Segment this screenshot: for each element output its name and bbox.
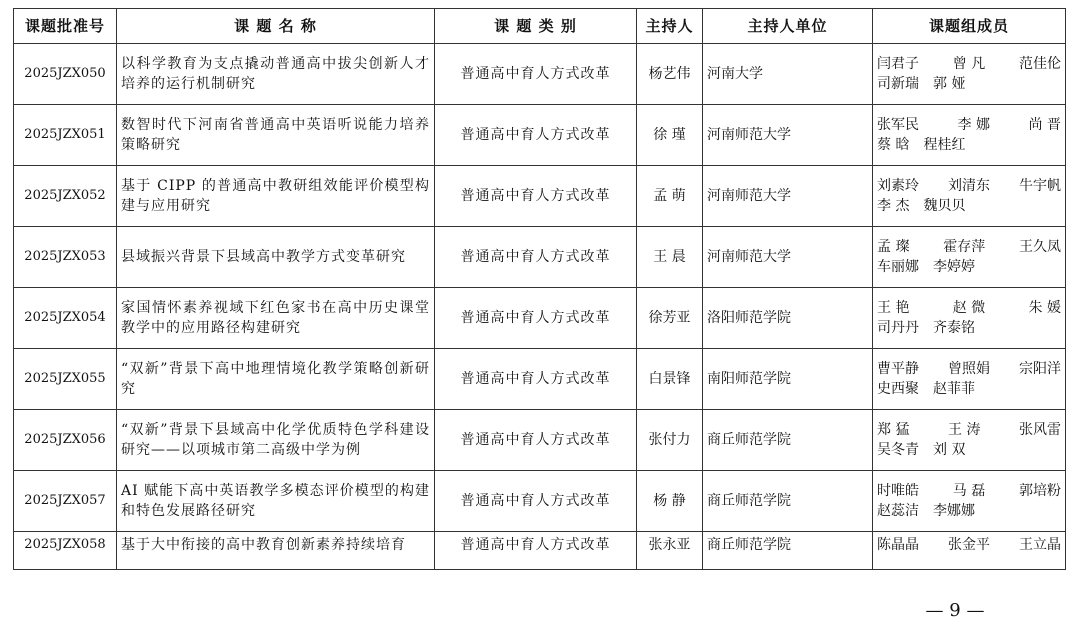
member-name: 朱 媛 xyxy=(1028,300,1061,316)
member-name: 王 涛 xyxy=(948,422,981,438)
members-cell xyxy=(873,166,1066,227)
member-name: 蔡 晗 xyxy=(877,137,910,153)
project-category-cell: 普通高中育人方式改革 xyxy=(435,44,637,105)
member-name: 孟 璨 xyxy=(877,239,910,255)
project-number-cell: 2025JZX057 xyxy=(14,471,117,532)
header-num: 课题批准号 xyxy=(14,9,117,44)
project-host-cell: 杨艺伟 xyxy=(637,44,703,105)
members-line xyxy=(877,318,1061,338)
members-cell xyxy=(873,105,1066,166)
member-name: 曹平静 xyxy=(877,361,919,377)
member-name: 史西聚 xyxy=(877,381,919,397)
project-number-cell: 2025JZX056 xyxy=(14,410,117,471)
table-row xyxy=(14,349,1066,410)
table-header-row xyxy=(14,9,1066,44)
member-name: 张军民 xyxy=(877,117,919,133)
project-category-cell: 普通高中育人方式改革 xyxy=(435,166,637,227)
table-row xyxy=(14,471,1066,532)
members-line xyxy=(877,481,1061,501)
member-name: 牛宇帆 xyxy=(1019,178,1061,194)
project-host-cell: 徐 瑾 xyxy=(637,105,703,166)
project-host-cell: 徐芳亚 xyxy=(637,288,703,349)
member-name: 马 磊 xyxy=(952,483,986,499)
members-cell xyxy=(873,349,1066,410)
members-line xyxy=(877,135,1061,155)
members-cell xyxy=(873,471,1066,532)
project-number-cell: 2025JZX053 xyxy=(14,227,117,288)
members-cell xyxy=(873,532,1066,570)
project-title-cell: 数智时代下河南省普通高中英语听说能力培养策略研究 xyxy=(117,105,435,166)
host-unit-cell: 南阳师范学院 xyxy=(703,349,873,410)
members-line xyxy=(877,115,1061,135)
host-unit-cell: 洛阳师范学院 xyxy=(703,288,873,349)
members-line xyxy=(877,237,1061,257)
project-title-cell: 县域振兴背景下县域高中教学方式变革研究 xyxy=(117,227,435,288)
members-line xyxy=(877,501,1061,521)
member-name: 尚 晋 xyxy=(1028,117,1061,133)
project-number-cell: 2025JZX058 xyxy=(14,532,117,570)
project-title-cell: 基于 CIPP 的普通高中教研组效能评价模型构建与应用研究 xyxy=(117,166,435,227)
project-number-cell: 2025JZX050 xyxy=(14,44,117,105)
member-name: 宗阳洋 xyxy=(1019,361,1061,377)
project-category-cell: 普通高中育人方式改革 xyxy=(435,288,637,349)
header-unit: 主持人单位 xyxy=(703,9,873,44)
member-name: 司丹丹 xyxy=(877,320,919,336)
page-number: — 9 — xyxy=(925,600,985,621)
project-category-cell: 普通高中育人方式改革 xyxy=(435,410,637,471)
table-row xyxy=(14,288,1066,349)
member-name: 霍存萍 xyxy=(943,239,986,255)
member-name: 李娜娜 xyxy=(933,503,975,519)
members-line xyxy=(877,196,1061,216)
members-line xyxy=(877,176,1061,196)
member-name: 刘素玲 xyxy=(877,178,919,194)
member-name: 陈晶晶 xyxy=(877,537,919,553)
member-name: 王 艳 xyxy=(877,300,910,316)
member-name: 吴冬青 xyxy=(877,442,919,458)
host-unit-cell: 河南师范大学 xyxy=(703,227,873,288)
member-name: 程桂红 xyxy=(923,137,966,153)
project-title-cell: “双新”背景下县域高中化学优质特色学科建设研究——以项城市第二高级中学为例 xyxy=(117,410,435,471)
header-name: 课 题 名 称 xyxy=(117,9,435,44)
member-name: 赵蕊洁 xyxy=(877,503,919,519)
host-unit-cell: 河南师范大学 xyxy=(703,105,873,166)
member-name: 李 娜 xyxy=(957,117,990,133)
header-host: 主持人 xyxy=(637,9,703,44)
member-name: 闫君子 xyxy=(877,56,919,72)
member-name: 车丽娜 xyxy=(877,259,919,275)
member-name: 郑 猛 xyxy=(877,422,910,438)
table-row xyxy=(14,105,1066,166)
member-name: 张风雷 xyxy=(1019,422,1061,438)
member-name: 赵 微 xyxy=(952,300,986,316)
member-name: 郭 娅 xyxy=(933,76,966,92)
project-table xyxy=(13,8,1066,570)
member-name: 范佳伦 xyxy=(1018,56,1061,72)
member-name: 郭培粉 xyxy=(1018,483,1061,499)
members-line xyxy=(877,298,1061,318)
table-row xyxy=(14,532,1066,570)
host-unit-cell: 商丘师范学院 xyxy=(703,410,873,471)
project-category-cell: 普通高中育人方式改革 xyxy=(435,227,637,288)
project-host-cell: 张付力 xyxy=(637,410,703,471)
table-body xyxy=(14,44,1066,570)
members-line xyxy=(877,257,1061,277)
project-number-cell: 2025JZX054 xyxy=(14,288,117,349)
project-category-cell: 普通高中育人方式改革 xyxy=(435,471,637,532)
header-category: 课 题 类 别 xyxy=(435,9,637,44)
member-name: 张金平 xyxy=(948,537,990,553)
table-row xyxy=(14,410,1066,471)
member-name: 王立晶 xyxy=(1019,537,1061,553)
member-name: 李婷婷 xyxy=(933,259,975,275)
project-category-cell: 普通高中育人方式改革 xyxy=(435,532,637,570)
members-cell xyxy=(873,44,1066,105)
host-unit-cell: 河南大学 xyxy=(703,44,873,105)
member-name: 李 杰 xyxy=(877,198,910,214)
member-name: 曾照娟 xyxy=(948,361,990,377)
member-name: 王久凤 xyxy=(1018,239,1061,255)
project-category-cell: 普通高中育人方式改革 xyxy=(435,105,637,166)
member-name: 刘清东 xyxy=(948,178,990,194)
members-line xyxy=(877,379,1061,399)
members-cell xyxy=(873,288,1066,349)
host-unit-cell: 商丘师范学院 xyxy=(703,532,873,570)
members-line xyxy=(877,535,1061,555)
project-number-cell: 2025JZX051 xyxy=(14,105,117,166)
project-host-cell: 白景锋 xyxy=(637,349,703,410)
members-cell xyxy=(873,410,1066,471)
member-name: 魏贝贝 xyxy=(923,198,966,214)
member-name: 刘 双 xyxy=(933,442,966,458)
project-host-cell: 张永亚 xyxy=(637,532,703,570)
table-row xyxy=(14,166,1066,227)
members-line xyxy=(877,359,1061,379)
members-cell xyxy=(873,227,1066,288)
table-row xyxy=(14,44,1066,105)
members-line xyxy=(877,74,1061,94)
project-number-cell: 2025JZX052 xyxy=(14,166,117,227)
member-name: 曾 凡 xyxy=(952,56,986,72)
project-host-cell: 孟 萌 xyxy=(637,166,703,227)
header-members: 课题组成员 xyxy=(873,9,1066,44)
member-name: 时唯皓 xyxy=(877,483,919,499)
project-title-cell: “双新”背景下高中地理情境化教学策略创新研究 xyxy=(117,349,435,410)
project-host-cell: 杨 静 xyxy=(637,471,703,532)
host-unit-cell: 河南师范大学 xyxy=(703,166,873,227)
project-category-cell: 普通高中育人方式改革 xyxy=(435,349,637,410)
project-title-cell: 家国情怀素养视域下红色家书在高中历史课堂教学中的应用路径构建研究 xyxy=(117,288,435,349)
project-title-cell: 以科学教育为支点撬动普通高中拔尖创新人才培养的运行机制研究 xyxy=(117,44,435,105)
member-name: 齐泰铭 xyxy=(933,320,975,336)
member-name: 赵菲菲 xyxy=(933,381,975,397)
members-line xyxy=(877,54,1061,74)
table-row xyxy=(14,227,1066,288)
host-unit-cell: 商丘师范学院 xyxy=(703,471,873,532)
member-name: 司新瑞 xyxy=(877,76,919,92)
project-title-cell: 基于大中衔接的高中教育创新素养持续培育 xyxy=(117,532,435,570)
members-line xyxy=(877,440,1061,460)
project-number-cell: 2025JZX055 xyxy=(14,349,117,410)
project-title-cell: AI 赋能下高中英语教学多模态评价模型的构建和特色发展路径研究 xyxy=(117,471,435,532)
members-line xyxy=(877,420,1061,440)
project-host-cell: 王 晨 xyxy=(637,227,703,288)
